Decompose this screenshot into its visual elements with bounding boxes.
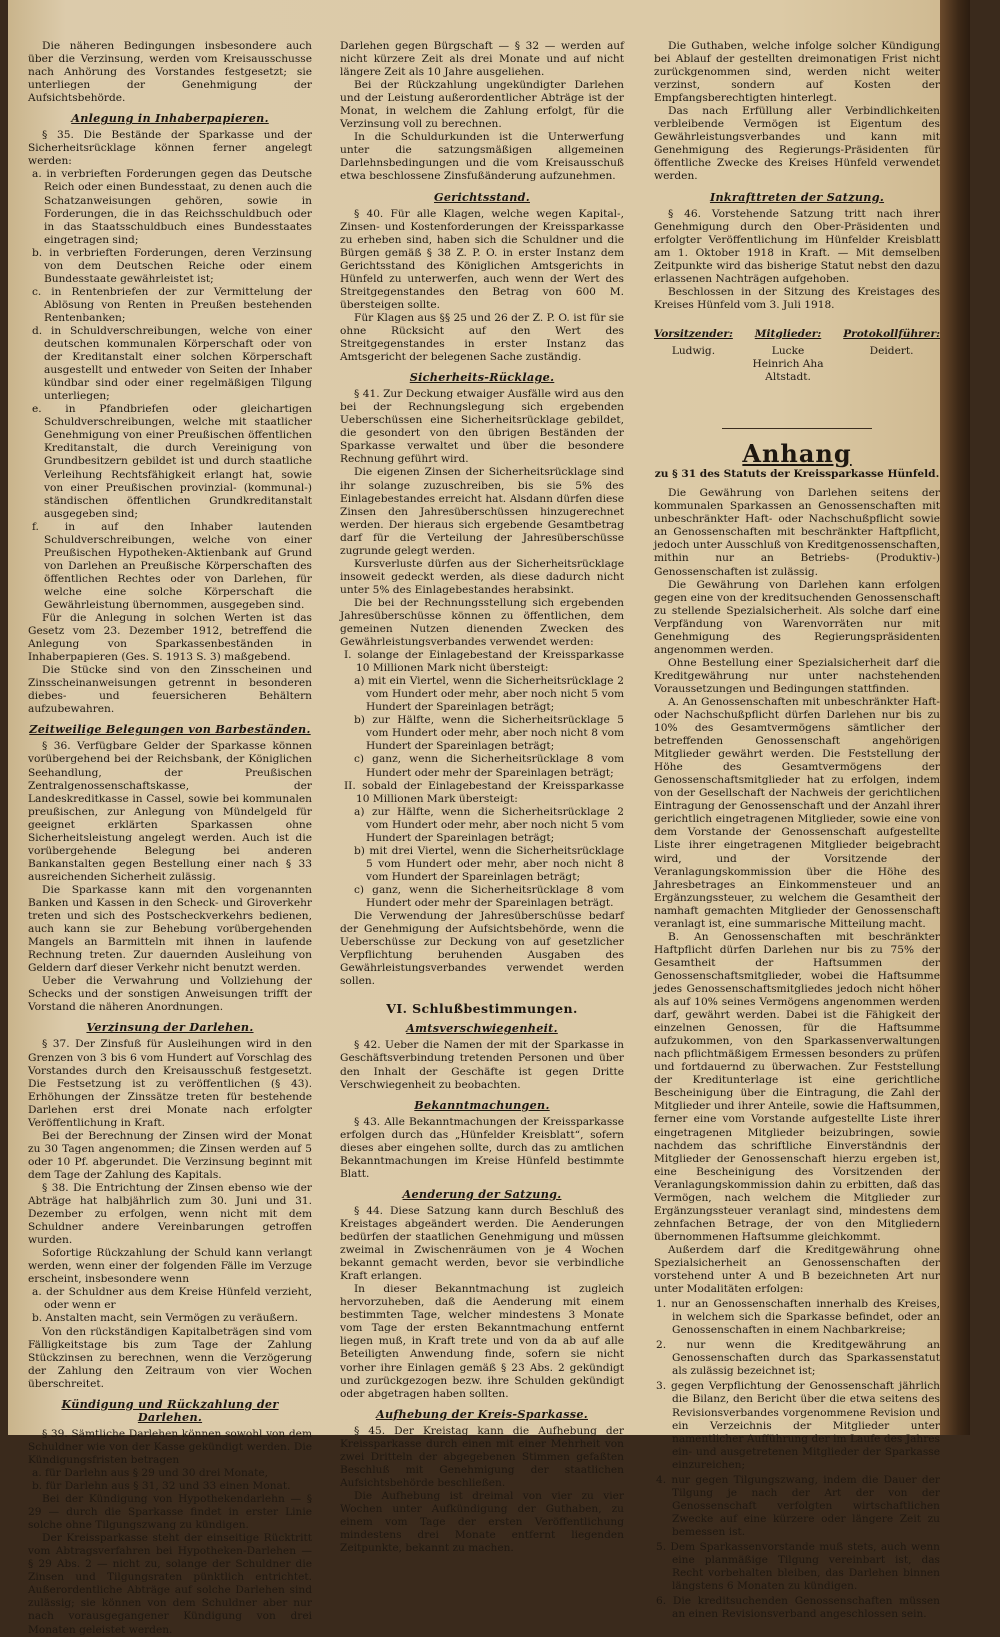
paragraph: Außerdem darf die Kreditgewährung ohne Spezialsicherheit an Genossenschaften der vorstehend unter A und B bezeichneten Art nur unter Modalitäten erfolgen: xyxy=(654,1243,940,1296)
clerk-label: Protokollführer: xyxy=(843,327,940,340)
paragraph: § 38. Die Entrichtung der Zinsen ebenso wie der Abträge hat halbjährlich zum 30. Juni und 31. Dezember zu erfolgen, wenn nicht mit dem Schuldner andere Vereinbarungen getroffen wurden. xyxy=(28,1181,312,1247)
paragraph: § 42. Ueber die Namen der mit der Sparkasse in Geschäftsverbindung tretenden Personen und über den Inhalt der Geschäfte ist gegen Dritte Verschwiegenheit zu beobachten. xyxy=(340,1039,624,1091)
list-item: b. Anstalten macht, sein Vermögen zu veräußern. xyxy=(32,1312,299,1325)
paragraph: Der Kreissparkasse steht der einseitige Rücktritt vom Abtragsverfahren bei Hypotheken-Darlehen — § 29 Abs. 2 — nicht zu, solange der Schuldner die Zinsen und Tilgungsraten pünktlich entrichtet. Außerordentliche Abträge auf solche Darlehen sind zulässig; sie können von dem Schuldner aber nur nach vorausgegangener Kündigung von drei Monaten geleistet werden. xyxy=(28,1532,312,1636)
column-left xyxy=(28,40,312,1636)
paragraph: A. An Genossenschaften mit unbeschränkter Haft- oder Nachschußpflicht dürfen Darlehen nur bis zu 10% des Gesamtvermögens sämtlicher der betreffenden Genossenschaft angehörigen Mitglieder gewährt werden. Die Feststellung der Höhe des Gesamtvermögens der Genossenschaftsmitglieder hat zu erfolgen, indem von der Gesellschaft der Nachweis der gerichtlichen Eintragung der Genossenschaft und der Anzahl ihrer gerichtlich eingetragenen Mitglieder, sowie eine von dem Vorstande der Genossenschaft aufgestellte Liste ihrer eingetragenen Mitglieder beigebracht wird, und der Vorsitzende der Veranlagungskommission über die Höhe des Jahresbetrages an Einkommensteuer und an Ergänzungssteuer, zu welchem die Gesamtheit der namhaft gemachten Mitglieder der Genossenschaft veranlagt ist, eine summarische Mitteilung macht. xyxy=(654,695,940,930)
numbered-item: 1. nur an Genossenschaften innerhalb des Kreises, in welchem sich die Sparkasse befindet, oder an Genossenschaften in einem Nachbarkreise; xyxy=(656,1298,940,1337)
list-item: a. der Schuldner aus dem Kreise Hünfeld verzieht, oder wenn er xyxy=(32,1286,312,1312)
paragraph: Bei der Berechnung der Zinsen wird der Monat zu 30 Tagen angenommen; die Zinsen werden auf 5 oder 10 Pf. abgerundet. Die Verzinsung beginnt mit dem Tage der Zahlung des Kapitals. xyxy=(28,1129,312,1181)
paragraph: § 46. Vorstehende Satzung tritt nach ihrer Genehmigung durch den Ober-Präsidenten und erfolgter Veröffentlichung im Hünfelder Kreisblatt am 1. Oktober 1918 in Kraft. — Mit demselben Zeitpunkte wird das bisherige Statut nebst den dazu erlassenen Nachträgen aufgehoben. xyxy=(654,207,940,285)
paragraph: B. An Genossenschaften mit beschränkter Haftpflicht dürfen Darlehen nur bis zu 75% der Gesamtheit der Haftsummen der Genossenschaftsmitglieder, wobei die Haftsumme jedes Genossenschaftsmitgliedes jedoch nicht höher als auf 10% seines Vermögens angenommen werden darf, gewährt werden. Dabei ist die Fähigkeit der einzelnen Genossen, für die Haftsumme aufzukommen, von den Sparkassenverwaltungen nach pflichtmäßigem Ermessen besonders zu prüfen und fortdauernd zu überwachen. Zur Feststellung der Kreditunterlage ist eine gerichtliche Bescheinigung über die Eintragung, die Zahl der Mitglieder und ihrer Anteile, sowie die Haftsummen, ferner eine vom Vorstande aufgestellte Liste ihrer eingetragenen Mitglieder beizubringen, sowie nachdem das schriftliche Einverständnis der Mitglieder der Genossenschaft hierzu ergeben ist, eine Bescheinigung des Vorsitzenden der Veranlagungskommission dahin zu erbitten, daß das Vermögen, nach welchem die Mitglieder zur Ergänzungssteuer veranlagt sind, mindestens dem zehnfachen Betrage, der von den Mitgliedern übernommenen Haftsumme gleichkommt. xyxy=(654,930,940,1243)
list-item: d. in Schuldverschreibungen, welche von einer deutschen kommunalen Körperschaft oder von der Kreditanstalt einer solchen Körperschaft ausgestellt und entweder von Seiten der Inhaber kündbar sind oder einer regelmäßigen Tilgung unterliegen; xyxy=(32,324,312,403)
list-item: II. sobald der Einlagebestand der Kreissparkasse 10 Millionen Mark übersteigt: xyxy=(344,779,624,805)
book-spine xyxy=(940,0,970,1435)
paragraph: Darlehen gegen Bürgschaft — § 32 — werden auf nicht kürzere Zeit als drei Monate und auf nicht längere Zeit als 10 Jahre ausgeliehen. xyxy=(340,40,624,79)
column-right xyxy=(654,40,940,1621)
paragraph: Die Gewährung von Darlehen kann erfolgen gegen eine von der kreditsuchenden Genossenschaft zu stellende Spezialsicherheit. Als solche darf eine Verpfändung von Warenvorräten nur mit Genehmigung des Regierungspräsidenten angenommen werden. xyxy=(654,578,940,656)
paragraph: Die Guthaben, welche infolge solcher Kündigung bei Ablauf der gestellten dreimonatigen Frist nicht zurückgenommen sind, werden nicht weiter verzinst, sondern auf Kosten der Empfangsberechtigten hinterlegt. xyxy=(654,40,940,105)
section-heading: Aenderung der Satzung. xyxy=(402,1186,562,1201)
newspaper-page xyxy=(8,0,970,1636)
section-heading: Kündigung und Rückzahlung der Darlehen. xyxy=(61,1396,279,1424)
list-item: b. in verbrieften Forderungen, deren Verzinsung von dem Deutschen Reiche oder einem Bundesstaate gewährleistet ist; xyxy=(32,246,312,285)
signature-chair xyxy=(654,328,733,384)
anhang-subtitle: zu § 31 des Statuts der Kreissparkasse Hünfeld. xyxy=(654,468,940,481)
paragraph: § 39. Sämtliche Darlehen können sowohl von dem Schuldner wie von der Kasse gekündigt werden. Die Kündigungsfristen betragen xyxy=(28,1427,312,1466)
paragraph: § 45. Der Kreistag kann die Aufhebung der Kreissparkasse durch einen mit einer Mehrheit von zwei Dritteln der abgegebenen Stimmen gefaßten Beschluß mit Genehmigung der staatlichen Aufsichtsbehörde beschließen. xyxy=(340,1424,624,1489)
section-heading: Gerichtsstand. xyxy=(434,189,530,204)
paragraph: Die Sparkasse kann mit den vorgenannten Banken und Kassen in den Scheck- und Giroverkehr treten und sich des Postscheckverkehrs bedienen, auch kann sie zur Behebung vorübergehenden Mangels an Barmitteln mit ihnen in laufende Rechnung treten. Zur dauernden Ausleihung von Geldern darf dieser Verkehr nicht benutzt werden. xyxy=(28,883,312,975)
list-item: I. solange der Einlagebestand der Kreissparkasse 10 Millionen Mark nicht übersteigt: xyxy=(344,649,624,675)
paragraph: In die Schuldurkunden ist die Unterwerfung unter die satzungsmäßigen allgemeinen Darlehnsbedingungen und die vom Kreisausschuß etwa beschlossene Zinsfußänderung aufzunehmen. xyxy=(340,131,624,183)
list-item: a. in verbrieften Forderungen gegen das Deutsche Reich oder einen Bundesstaat, zu denen auch die Schatzanweisungen gehören, sowie in Forderungen, die in das Reichsschuldbuch oder in das Staatsschuldbuch eines Bundesstaates eingetragen sind; xyxy=(32,168,312,246)
paragraph: § 37. Der Zinsfuß für Ausleihungen wird in den Grenzen von 3 bis 6 vom Hundert auf Vorschlag des Vorstandes durch den Kreisausschuß festgesetzt. Die Festsetzung ist zu veröffentlichen (§ 43). Erhöhungen der Zinssätze treten für bestehende Darlehen erst drei Monate nach erfolgter Veröffentlichung in Kraft. xyxy=(28,1038,312,1129)
paragraph: Die Gewährung von Darlehen seitens der kommunalen Sparkassen an Genossenschaften mit unbeschränkter Haft- oder Nachschußpflicht sowie an Genossenschaften mit beschränkter Haftpflicht, jedoch unter Ausschluß von Kreditgenossenschaften, mithin nur an Betriebs- (Produktiv-) Genossenschaften ist zulässig. xyxy=(654,487,940,578)
members-label: Mitglieder: xyxy=(754,327,822,340)
numbered-item: 6. Die kreditsuchenden Genossenschaften müssen an einen Revisionsverband angeschlossen sein. xyxy=(656,1595,940,1621)
section-heading: Aufhebung der Kreis-Sparkasse. xyxy=(376,1406,588,1421)
list-item: f. in auf den Inhaber lautenden Schuldverschreibungen, welche von einer Preußischen Hypotheken-Aktienbank auf Grund von Darlehen an Preußische Körperschaften des öffentlichen Rechtes oder von Darlehen, für welche eine solche Körperschaft die Gewährleistung übernommen, ausgegeben sind. xyxy=(32,520,312,611)
list-item: e. in Pfandbriefen oder gleichartigen Schuldverschreibungen, welche mit staatlicher Genehmigung von einer Preußischen öffentlichen Kreditanstalt, die durch Vereinigung von Grundbesitzern gebildet ist und durch staatliche Verleihung Rechtsfähigkeit erlangt hat, sowie von einer Preußischen provinzial- (kommunal-) ständischen öffentlichen Grundkreditanstalt ausgegeben sind; xyxy=(32,403,312,520)
paragraph: § 40. Für alle Klagen, welche wegen Kapital-, Zinsen- und Kostenforderungen der Kreissparkasse zu erheben sind, haben sich die Schuldner und die Bürgen gemäß § 38 Z. P. O. in erster Instanz dem Gerichtsstand des Königlichen Amtsgerichts in Hünfeld zu unterwerfen, auch wenn der Wert des Streitgegenstandes den Betrag von 600 M. übersteigen sollte. xyxy=(340,207,624,311)
signature-block xyxy=(654,328,940,384)
list-item: c. in Rentenbriefen der zur Vermittelung der Ablösung von Renten in Preußen bestehenden Rentenbanken; xyxy=(32,285,312,324)
list-item: b. für Darlehn aus § 31, 32 und 33 einen Monat. xyxy=(32,1480,291,1493)
divider-rule xyxy=(722,428,872,429)
paragraph: Ueber die Verwahrung und Vollziehung der Schecks und der sonstigen Anweisungen trifft der Vorstand die näheren Anordnungen. xyxy=(28,975,312,1014)
sub-list-item: a) mit ein Viertel, wenn die Sicherheitsrücklage 2 vom Hundert oder mehr, aber noch nicht 5 vom Hundert der Spareinlagen beträgt; xyxy=(354,675,624,714)
section-heading: Inkrafttreten der Satzung. xyxy=(709,189,885,204)
member-name: Altstadt. xyxy=(765,371,811,384)
section-heading: Bekanntmachungen. xyxy=(414,1097,550,1112)
sub-list-item: c) ganz, wenn die Sicherheitsrücklage 8 vom Hundert oder mehr der Spareinlagen beträgt. xyxy=(354,883,624,909)
section-heading: Anlegung in Inhaberpapieren. xyxy=(71,111,269,126)
signature-members xyxy=(752,328,823,384)
paragraph: Bei der Kündigung von Hypothekendarlehn — § 29 — durch die Sparkasse findet in erster Linie solche ohne Tilgungszwang zu kündigen. xyxy=(28,1493,312,1532)
list-item: a. für Darlehn aus § 29 und 30 drei Monate, xyxy=(32,1466,268,1479)
sub-list-item: a) zur Hälfte, wenn die Sicherheitsrücklage 2 vom Hundert oder mehr, aber noch nicht 5 vom Hundert der Spareinlagen beträgt; xyxy=(354,805,624,844)
member-name: Lucke xyxy=(771,344,805,357)
signature-clerk xyxy=(843,328,940,384)
sub-list-item: b) mit drei Viertel, wenn die Sicherheitsrücklage 5 vom Hundert oder mehr, aber noch nicht 8 vom Hundert der Spareinlagen beträgt; xyxy=(354,844,624,883)
paragraph: Von den rückständigen Kapitalbeträgen sind vom Fälligkeitstage bis zum Tage der Zahlung Stückzinsen zu berechnen, wenn die Verzögerung der Zahlung den Zeitraum von vier Wochen überschreitet. xyxy=(28,1325,312,1390)
paragraph: Die Verwendung der Jahresüberschüsse bedarf der Genehmigung der Aufsichtsbehörde, wenn die Ueberschüsse zur Deckung von auf gesetzlicher Verpflichtung beruhenden Ausgaben des Gewährleistungsverbandes verwendet werden sollen. xyxy=(340,910,624,988)
member-name: Heinrich Aha xyxy=(752,358,824,371)
numbered-item: 5. Dem Sparkassenvorstande muß stets, auch wenn eine planmäßige Tilgung vereinbart ist, das Recht vorbehalten bleiben, das Darlehen binnen längstens 6 Monaten zu kündigen. xyxy=(656,1540,940,1593)
chair-label: Vorsitzender: xyxy=(654,327,733,340)
paragraph: § 43. Alle Bekanntmachungen der Kreissparkasse erfolgen durch das „Hünfelder Kreisblatt“, sofern dieses aber eingehen sollte, durch das zu amtlichen Bekanntmachungen im Kreise Hünfeld bestimmte Blatt. xyxy=(340,1115,624,1180)
column-middle xyxy=(340,40,624,1555)
section-heading: Sicherheits-Rücklage. xyxy=(409,370,555,385)
paragraph: Das nach Erfüllung aller Verbindlichkeiten verbleibende Vermögen ist Eigentum des Gewährleistungsverbandes und kann mit Genehmigung des Regierungs-Präsidenten für öffentliche Zwecke des Kreises Hünfeld verwendet werden. xyxy=(654,105,940,183)
paragraph: Für Klagen aus §§ 25 und 26 der Z. P. O. ist für sie ohne Rücksicht auf den Wert des Streitgegenstandes in erster Instanz das Amtsgericht der belegenen Sache zuständig. xyxy=(340,311,624,364)
paragraph: Beschlossen in der Sitzung des Kreistages des Kreises Hünfeld vom 3. Juli 1918. xyxy=(654,285,940,311)
chapter-heading: VI. Schlußbestimmungen. xyxy=(386,1001,578,1017)
section-heading: Verzinsung der Darlehen. xyxy=(86,1020,254,1035)
numbered-item: 2. nur wenn die Kreditgewährung an Genossenschaften durch das Sparkassenstatut als zulässig bezeichnet ist; xyxy=(656,1339,940,1378)
clerk-name: Deidert. xyxy=(869,344,914,357)
paragraph: § 35. Die Bestände der Sparkasse und der Sicherheitsrücklage können ferner angelegt werden: xyxy=(28,129,312,168)
paragraph: Kursverluste dürfen aus der Sicherheitsrücklage insoweit gedeckt werden, als diese dadurch nicht unter 5% des Einlagebestandes herabsinkt. xyxy=(340,557,624,596)
sub-list-item: c) ganz, wenn die Sicherheitsrücklage 8 vom Hundert oder mehr der Spareinlagen beträgt; xyxy=(354,753,624,779)
right-top-text xyxy=(654,40,940,312)
paragraph: Die näheren Bedingungen insbesondere auch über die Verzinsung, werden vom Kreisausschusse nach Anhörung des Vorstandes festgesetzt; sie unterliegen der Genehmigung der Aufsichtsbehörde. xyxy=(28,40,312,105)
paragraph: Sofortige Rückzahlung der Schuld kann verlangt werden, wenn einer der folgenden Fälle im Verzuge erscheint, insbesondere wenn xyxy=(28,1247,312,1286)
numbered-item: 3. gegen Verpflichtung der Genossenschaft jährlich die Bilanz, den Bericht über die etwa seitens des Revisionsverbandes vorgenommene Revision und ein Verzeichnis der Mitglieder unter namentlicher Aufführung der im Laufe des Jahres ein- und ausgetretenen Mitglieder der Sparkasse einzureichen; xyxy=(656,1380,940,1471)
paragraph: Für die Anlegung in solchen Werten ist das Gesetz vom 23. Dezember 1912, betreffend die Anlegung von Sparkassenbeständen in Inhaberpapieren (Ges. S. 1913 S. 3) maßgebend. xyxy=(28,612,312,664)
anhang-title: Anhang xyxy=(742,439,852,469)
paragraph: § 44. Diese Satzung kann durch Beschluß des Kreistages abgeändert werden. Die Aenderungen bedürfen der staatlichen Genehmigung und müssen zweimal in Zwischenräumen von je 4 Wochen bekannt gemacht werden, bevor sie verbindliche Kraft erlangen. xyxy=(340,1204,624,1283)
numbered-item: 4. nur gegen Tilgungszwang, indem die Dauer der Tilgung je nach der Art der von der Genossenschaft verfolgten wirtschaftlichen Zwecke auf eine kürzere oder längere Zeit zu bemessen ist. xyxy=(656,1473,940,1538)
paragraph: Die eigenen Zinsen der Sicherheitsrücklage sind ihr solange zuzuschreiben, bis sie 5% des Einlagebestandes erreicht hat. Alsdann dürfen diese Zinsen den Jahresüberschüssen hinzugerechnet werden. Der hieraus sich ergebende Gesamtbetrag darf für die Verteilung der Jahresüberschüsse zugrunde gelegt werden. xyxy=(340,466,624,557)
paragraph: Bei der Rückzahlung ungekündigter Darlehen und der Leistung außerordentlicher Abträge ist der Monat, in welchem die Zahlung erfolgt, für die Verzinsung voll zu berechnen. xyxy=(340,79,624,131)
paragraph: Die Aufhebung ist dreimal von vier zu vier Wochen unter Aufkündigung der Guthaben, zu einem vom Tage der ersten Veröffentlichung mindestens drei Monate entfernt liegenden Zeitpunkte, bekannt zu machen. xyxy=(340,1489,624,1555)
paragraph: In dieser Bekanntmachung ist zugleich hervorzuheben, daß die Aenderung mit einem bestimmten Tage, welcher mindestens 3 Monate vom Tage der ersten Bekanntmachung entfernt liegen muß, in Kraft trete und von da ab auf alle Beteiligten Anwendung finde, sofern sie nicht vorher ihre Einlagen gemäß § 23 Abs. 2 gekündigt und zurückgezogen bezw. ihre Schulden gekündigt oder abgetragen haben sollten. xyxy=(340,1283,624,1400)
section-heading: Amtsverschwiegenheit. xyxy=(406,1021,558,1036)
paragraph: Die bei der Rechnungsstellung sich ergebenden Jahresüberschüsse können zu öffentlichen, dem gemeinen Nutzen dienenden Zwecken des Gewährleistungsverbandes verwendet werden: xyxy=(340,596,624,649)
section-heading: Zeitweilige Belegungen von Barbeständen. xyxy=(29,722,311,737)
paragraph: Ohne Bestellung einer Spezialsicherheit darf die Kreditgewährung nur unter nachstehenden Voraussetzungen und Bedingungen stattfinden. xyxy=(654,656,940,695)
paragraph: § 41. Zur Deckung etwaiger Ausfälle wird aus den bei der Rechnungslegung sich ergebenden Ueberschüssen eine Sicherheitsrücklage gebildet, die gesondert von den übrigen Beständen der Sparkasse verwaltet und über die besondere Rechnung geführt wird. xyxy=(340,388,624,466)
anhang-text xyxy=(654,487,940,1621)
sub-list-item: b) zur Hälfte, wenn die Sicherheitsrücklage 5 vom Hundert oder mehr, aber noch nicht 8 vom Hundert der Spareinlagen beträgt; xyxy=(354,714,624,753)
paragraph: § 36. Verfügbare Gelder der Sparkasse können vorübergehend bei der Reichsbank, der Königlichen Seehandlung, der Preußischen Zentralgenossenschaftskasse, der Landeskreditkasse in Cassel, sowie bei kommunalen preußischen, zur Anlegung von Mündelgeld für geeignet erklärten Sparkassen ohne Sicherheitsleistung angelegt werden. Auch ist die vorübergehende Belegung bei anderen Bankanstalten gegen Bestellung einer nach § 33 ausreichenden Sicherheit zulässig. xyxy=(28,740,312,883)
chair-name: Ludwig. xyxy=(671,344,716,357)
paragraph: Die Stücke sind von den Zinsscheinen und Zinsscheinanweisungen getrennt in besonderen diebes- und feuersicheren Behältern aufzubewahren. xyxy=(28,664,312,716)
